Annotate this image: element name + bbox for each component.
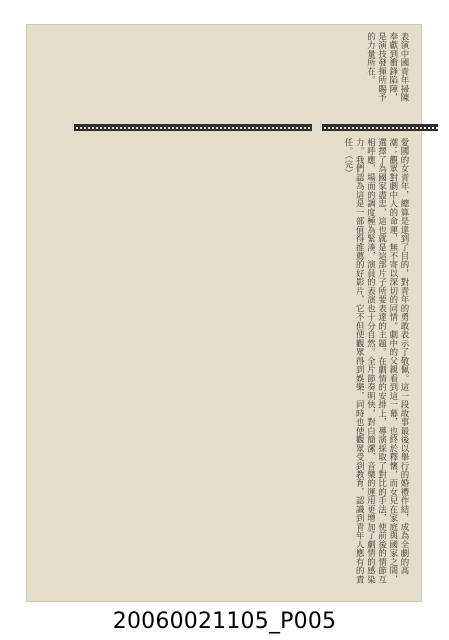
decorative-divider <box>74 124 438 131</box>
document-sheet <box>26 24 422 602</box>
image-caption: 20060021105_P005 <box>112 609 337 634</box>
top-text-column: 表演中國青年掃陳奉獻到衝鋒陷陣，是演技發揮所賜予的力量所在。 <box>366 32 410 102</box>
body-text-column: 愛國的女青年，總算是達到了目的，對青年的勇敢表示了敬佩。這一段故事最後以舉行的婚禮作結，成為全劇的高潮；觀眾對劇中人的命運，無不寄以深切的同情。劇中的父親看到這一幕，也終於釋懷，而女兒在家庭與國家之間，選擇了為國家盡忠，這也就是這部片子所要表達的主題。在劇情的安排上，導演採取了對比的手法，使前後的情節互相呼應，場面的調度極為緊湊，演員的表演也十分自然。全片節奏明快，對白簡潔，音樂的運用更增加了劇情的感染力。我們認為這是一部值得推薦的好影片，它不但使觀眾得到娛樂，同時也使觀眾受到教育，認識到青年人應有的責任。（完） <box>343 138 410 584</box>
divider-gap <box>312 123 322 132</box>
